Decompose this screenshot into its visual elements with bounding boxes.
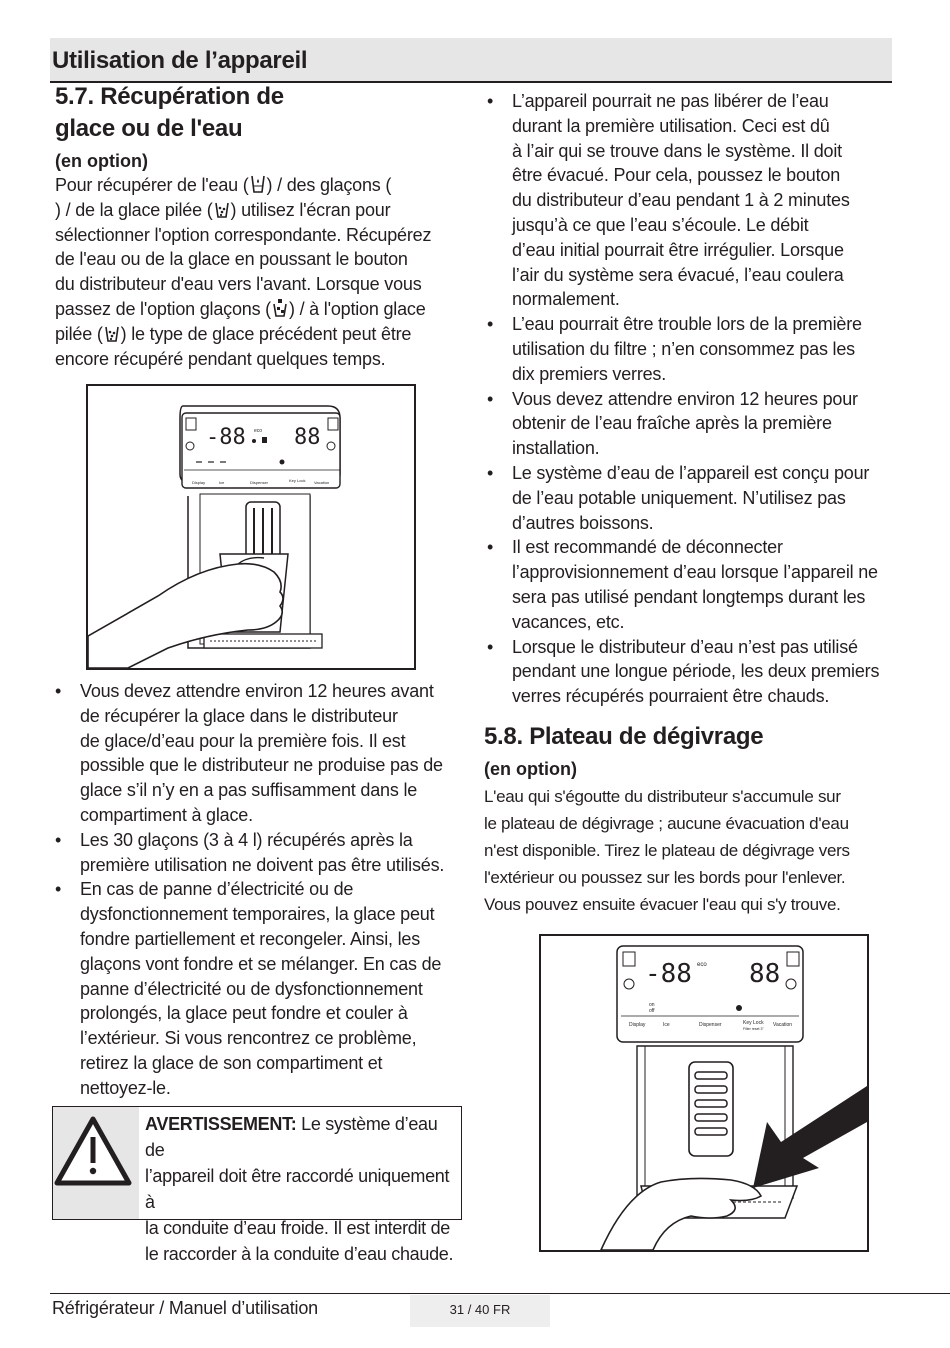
bullet-line: dysfonctionnement temporaires, la glace peut xyxy=(80,904,435,925)
bullet-line: pendant une longue période, les deux premiers xyxy=(512,661,880,682)
panel-eco-label: eco xyxy=(254,428,263,434)
section-header-title: Utilisation de l’appareil xyxy=(52,47,308,74)
intro-text: ) / de la glace pilée ( xyxy=(55,199,213,220)
bullet-line: d’autres boissons. xyxy=(512,512,654,533)
bullet-dot: • xyxy=(487,462,494,483)
panel-label-keylock: Key Lock xyxy=(289,478,306,483)
bullet-line: verres récupérés pourraient être chauds. xyxy=(512,686,830,707)
bullet-line: glace s’il n’y en a pas suffisamment dans le xyxy=(80,780,418,801)
drip-tray-figure xyxy=(539,934,869,1252)
bullet-item xyxy=(484,461,899,535)
intro-text: ) le type de glace précédent peut être xyxy=(120,323,412,344)
bullet-line: de l’eau potable uniquement. N’utilisez pas xyxy=(512,487,846,508)
warning-icon-panel xyxy=(53,1107,139,1219)
bullet-item xyxy=(52,679,462,828)
warning-line: l’appareil doit être raccordé uniquement à xyxy=(145,1166,450,1212)
bullet-dot: • xyxy=(487,636,494,657)
section-5-8-line: le plateau de dégivrage ; aucune évacuation d'eau xyxy=(484,813,849,833)
bullet-line: normalement. xyxy=(512,289,620,310)
bullet-dot: • xyxy=(487,388,494,409)
panel-digits-right: 88 xyxy=(294,425,321,450)
bullet-item xyxy=(484,89,899,312)
bullet-line: obtenir de l’eau fraîche après la première xyxy=(512,413,832,434)
bullet-dot: • xyxy=(487,537,494,558)
bullet-line: d’eau initial pourrait être irrégulier. Lorsque xyxy=(512,239,844,260)
panel2-label-filter-reset: Filter reset 3" xyxy=(743,1027,764,1031)
bullet-line: l’approvisionnement d’eau lorsque l’appareil ne xyxy=(512,562,878,583)
panel2-digits-right: 88 xyxy=(749,959,781,989)
bullet-line: durant la première utilisation. Ceci est dû xyxy=(512,115,830,136)
section-5-8-text xyxy=(484,783,899,918)
bullet-line: compartiment à glace. xyxy=(80,804,253,825)
bullet-line: de récupérer la glace dans le distributeur xyxy=(80,705,398,726)
panel-label-ice: Ice xyxy=(219,480,225,485)
panel2-eco-label: eco xyxy=(697,962,707,968)
bullet-line: à l’air qui se trouve dans le système. Il doit xyxy=(512,140,842,161)
right-column xyxy=(484,89,899,918)
warning-label: AVERTISSEMENT: xyxy=(145,1114,297,1134)
bullet-line: sera pas utilisé pendant longtemps durant les xyxy=(512,586,866,607)
warning-text-first: Le système d’eau de xyxy=(145,1114,438,1160)
intro-line xyxy=(55,223,460,248)
intro-text: passez de l'option glaçons ( xyxy=(55,298,271,319)
right-bullet-list xyxy=(484,89,899,709)
bullet-line: L’appareil pourrait ne pas libérer de l’eau xyxy=(512,91,829,111)
bullet-item xyxy=(484,635,899,709)
bullet-line: En cas de panne d’électricité ou de xyxy=(80,879,354,900)
bullet-line: Le système d’eau de l’appareil est conçu pour xyxy=(512,462,870,483)
left-column xyxy=(55,81,460,371)
dispenser-figure xyxy=(86,384,416,670)
panel2-label-keylock: Key Lock xyxy=(743,1020,764,1026)
footer-page-number: 31 / 40 FR xyxy=(410,1295,550,1327)
intro-line xyxy=(55,322,460,347)
section-5-7-title-line1: 5.7. Récupération de xyxy=(55,83,284,110)
bullet-dot: • xyxy=(487,91,494,111)
ice-cube-icon xyxy=(271,298,289,318)
intro-text: Pour récupérer de l'eau ( xyxy=(55,175,249,195)
bullet-line: Lorsque le distributeur d’eau n’est pas utilisé xyxy=(512,636,858,657)
bullet-item xyxy=(484,312,899,386)
bullet-line: nettoyez-le. xyxy=(80,1077,171,1098)
panel-digits-left: -88 xyxy=(206,425,246,450)
panel2-off-label: off xyxy=(649,1008,655,1014)
bullet-line: jusqu’à ce que l’eau s’écoule. Le débit xyxy=(512,214,809,235)
intro-line xyxy=(55,247,460,272)
footer-manual-title: Réfrigérateur / Manuel d’utilisation xyxy=(52,1298,318,1318)
intro-text: encore récupéré pendant quelques temps. xyxy=(55,348,386,369)
drip-tray-illustration xyxy=(541,936,867,1250)
intro-text: ) / à l'option glace xyxy=(288,298,426,319)
bullet-line: Vous devez attendre environ 12 heures avant xyxy=(80,681,434,701)
water-icon xyxy=(249,174,267,194)
bullet-line: Vous devez attendre environ 12 heures pour xyxy=(512,388,858,409)
section-5-7-intro xyxy=(55,173,460,371)
panel-label-display: Display xyxy=(192,480,206,485)
warning-line: la conduite d’eau froide. Il est interdit de xyxy=(145,1218,450,1238)
left-bullets xyxy=(52,679,462,1101)
bullet-line: retirez la glace de son compartiment et xyxy=(80,1052,383,1073)
bullet-item xyxy=(484,387,899,461)
bullet-item xyxy=(52,877,462,1100)
bullet-line: l’air du système sera évacué, l’eau coulera xyxy=(512,264,844,285)
intro-line xyxy=(55,272,460,297)
intro-text: sélectionner l'option correspondante. Récupérez xyxy=(55,224,432,245)
section-5-7-title-line2: glace ou de l'eau xyxy=(55,115,243,142)
warning-text xyxy=(145,1111,457,1267)
section-5-8-option: (en option) xyxy=(484,758,577,779)
bullet-item xyxy=(52,828,462,878)
panel2-on-label: on xyxy=(649,1002,655,1008)
bullet-dot: • xyxy=(487,314,494,335)
bullet-dot: • xyxy=(55,681,62,701)
intro-line xyxy=(55,347,460,372)
bullet-line: fondre partiellement et recongeler. Ainsi, les xyxy=(80,928,420,949)
section-5-8-line: l'extérieur ou poussez sur les bords pour l'enlever. xyxy=(484,867,846,887)
bullet-line: installation. xyxy=(512,438,600,459)
bullet-line: panne d’électricité ou de dysfonctionnement xyxy=(80,978,423,999)
crushed-ice-icon xyxy=(103,323,121,343)
bullet-line: de glace/d’eau pour la première fois. Il est xyxy=(80,730,406,751)
warning-box xyxy=(52,1106,462,1264)
section-5-7-title xyxy=(55,81,460,145)
bullet-line: possible que le distributeur ne produise pas de xyxy=(80,755,443,776)
bullet-dot: • xyxy=(55,829,62,850)
panel2-label-ice: Ice xyxy=(663,1022,670,1028)
intro-text: ) / des glaçons ( xyxy=(266,175,392,195)
bullet-line: du distributeur d’eau pendant 1 à 2 minutes xyxy=(512,190,850,211)
panel2-label-dispenser: Dispenser xyxy=(699,1022,722,1028)
panel2-digits-left: -88 xyxy=(645,959,692,989)
crushed-ice-icon xyxy=(213,199,231,219)
bullet-dot: • xyxy=(55,879,62,900)
bullet-line: L’eau pourrait être trouble lors de la première xyxy=(512,314,862,335)
bullet-item xyxy=(484,535,899,634)
intro-line xyxy=(55,297,460,322)
panel-label-vacation: Vacation xyxy=(314,480,330,485)
panel2-label-display: Display xyxy=(629,1022,646,1028)
intro-line xyxy=(55,173,460,198)
panel-label-dispenser: Dispenser xyxy=(250,480,269,485)
section-header-bar xyxy=(50,38,892,83)
bullet-line: dix premiers verres. xyxy=(512,363,667,384)
panel2-label-vacation: Vacation xyxy=(773,1022,793,1028)
intro-text: de l'eau ou de la glace en poussant le bouton xyxy=(55,249,408,270)
bullet-line: première utilisation ne doivent pas être utilisés. xyxy=(80,854,445,875)
bullet-line: Il est recommandé de déconnecter xyxy=(512,537,783,558)
bullet-line: glaçons vont fondre et se mélanger. En cas de xyxy=(80,953,442,974)
warning-triangle-icon xyxy=(53,1107,139,1219)
dispenser-illustration xyxy=(88,386,414,668)
bullet-line: l’extérieur. Si vous rencontrez ce problème, xyxy=(80,1028,417,1049)
section-5-8-title: 5.8. Plateau de dégivrage xyxy=(484,722,764,750)
bullet-line: prolongés, la glace peut fondre et couler à xyxy=(80,1003,408,1024)
bullet-line: Les 30 glaçons (3 à 4 l) récupérés après la xyxy=(80,829,413,850)
left-bullet-list xyxy=(52,679,462,1101)
warning-line: le raccorder à la conduite d’eau chaude. xyxy=(145,1244,454,1264)
intro-line xyxy=(55,198,460,223)
section-5-8-line: n'est disponible. Tirez le plateau de dégivrage vers xyxy=(484,840,850,860)
intro-text: pilée ( xyxy=(55,323,103,344)
footer-divider xyxy=(50,1293,950,1294)
bullet-line: être évacué. Pour cela, poussez le bouton xyxy=(512,165,841,186)
intro-text: du distributeur d'eau vers l'avant. Lorsque vous xyxy=(55,274,422,295)
bullet-line: vacances, etc. xyxy=(512,611,625,632)
intro-text: ) utilisez l'écran pour xyxy=(230,199,391,220)
bullet-line: utilisation du filtre ; n’en consommez pas les xyxy=(512,338,855,359)
section-5-7-option: (en option) xyxy=(55,151,148,171)
section-5-8-line: Vous pouvez ensuite évacuer l'eau qui s'y trouve. xyxy=(484,894,841,914)
section-5-8-line: L'eau qui s'égoutte du distributeur s'accumule sur xyxy=(484,786,841,806)
